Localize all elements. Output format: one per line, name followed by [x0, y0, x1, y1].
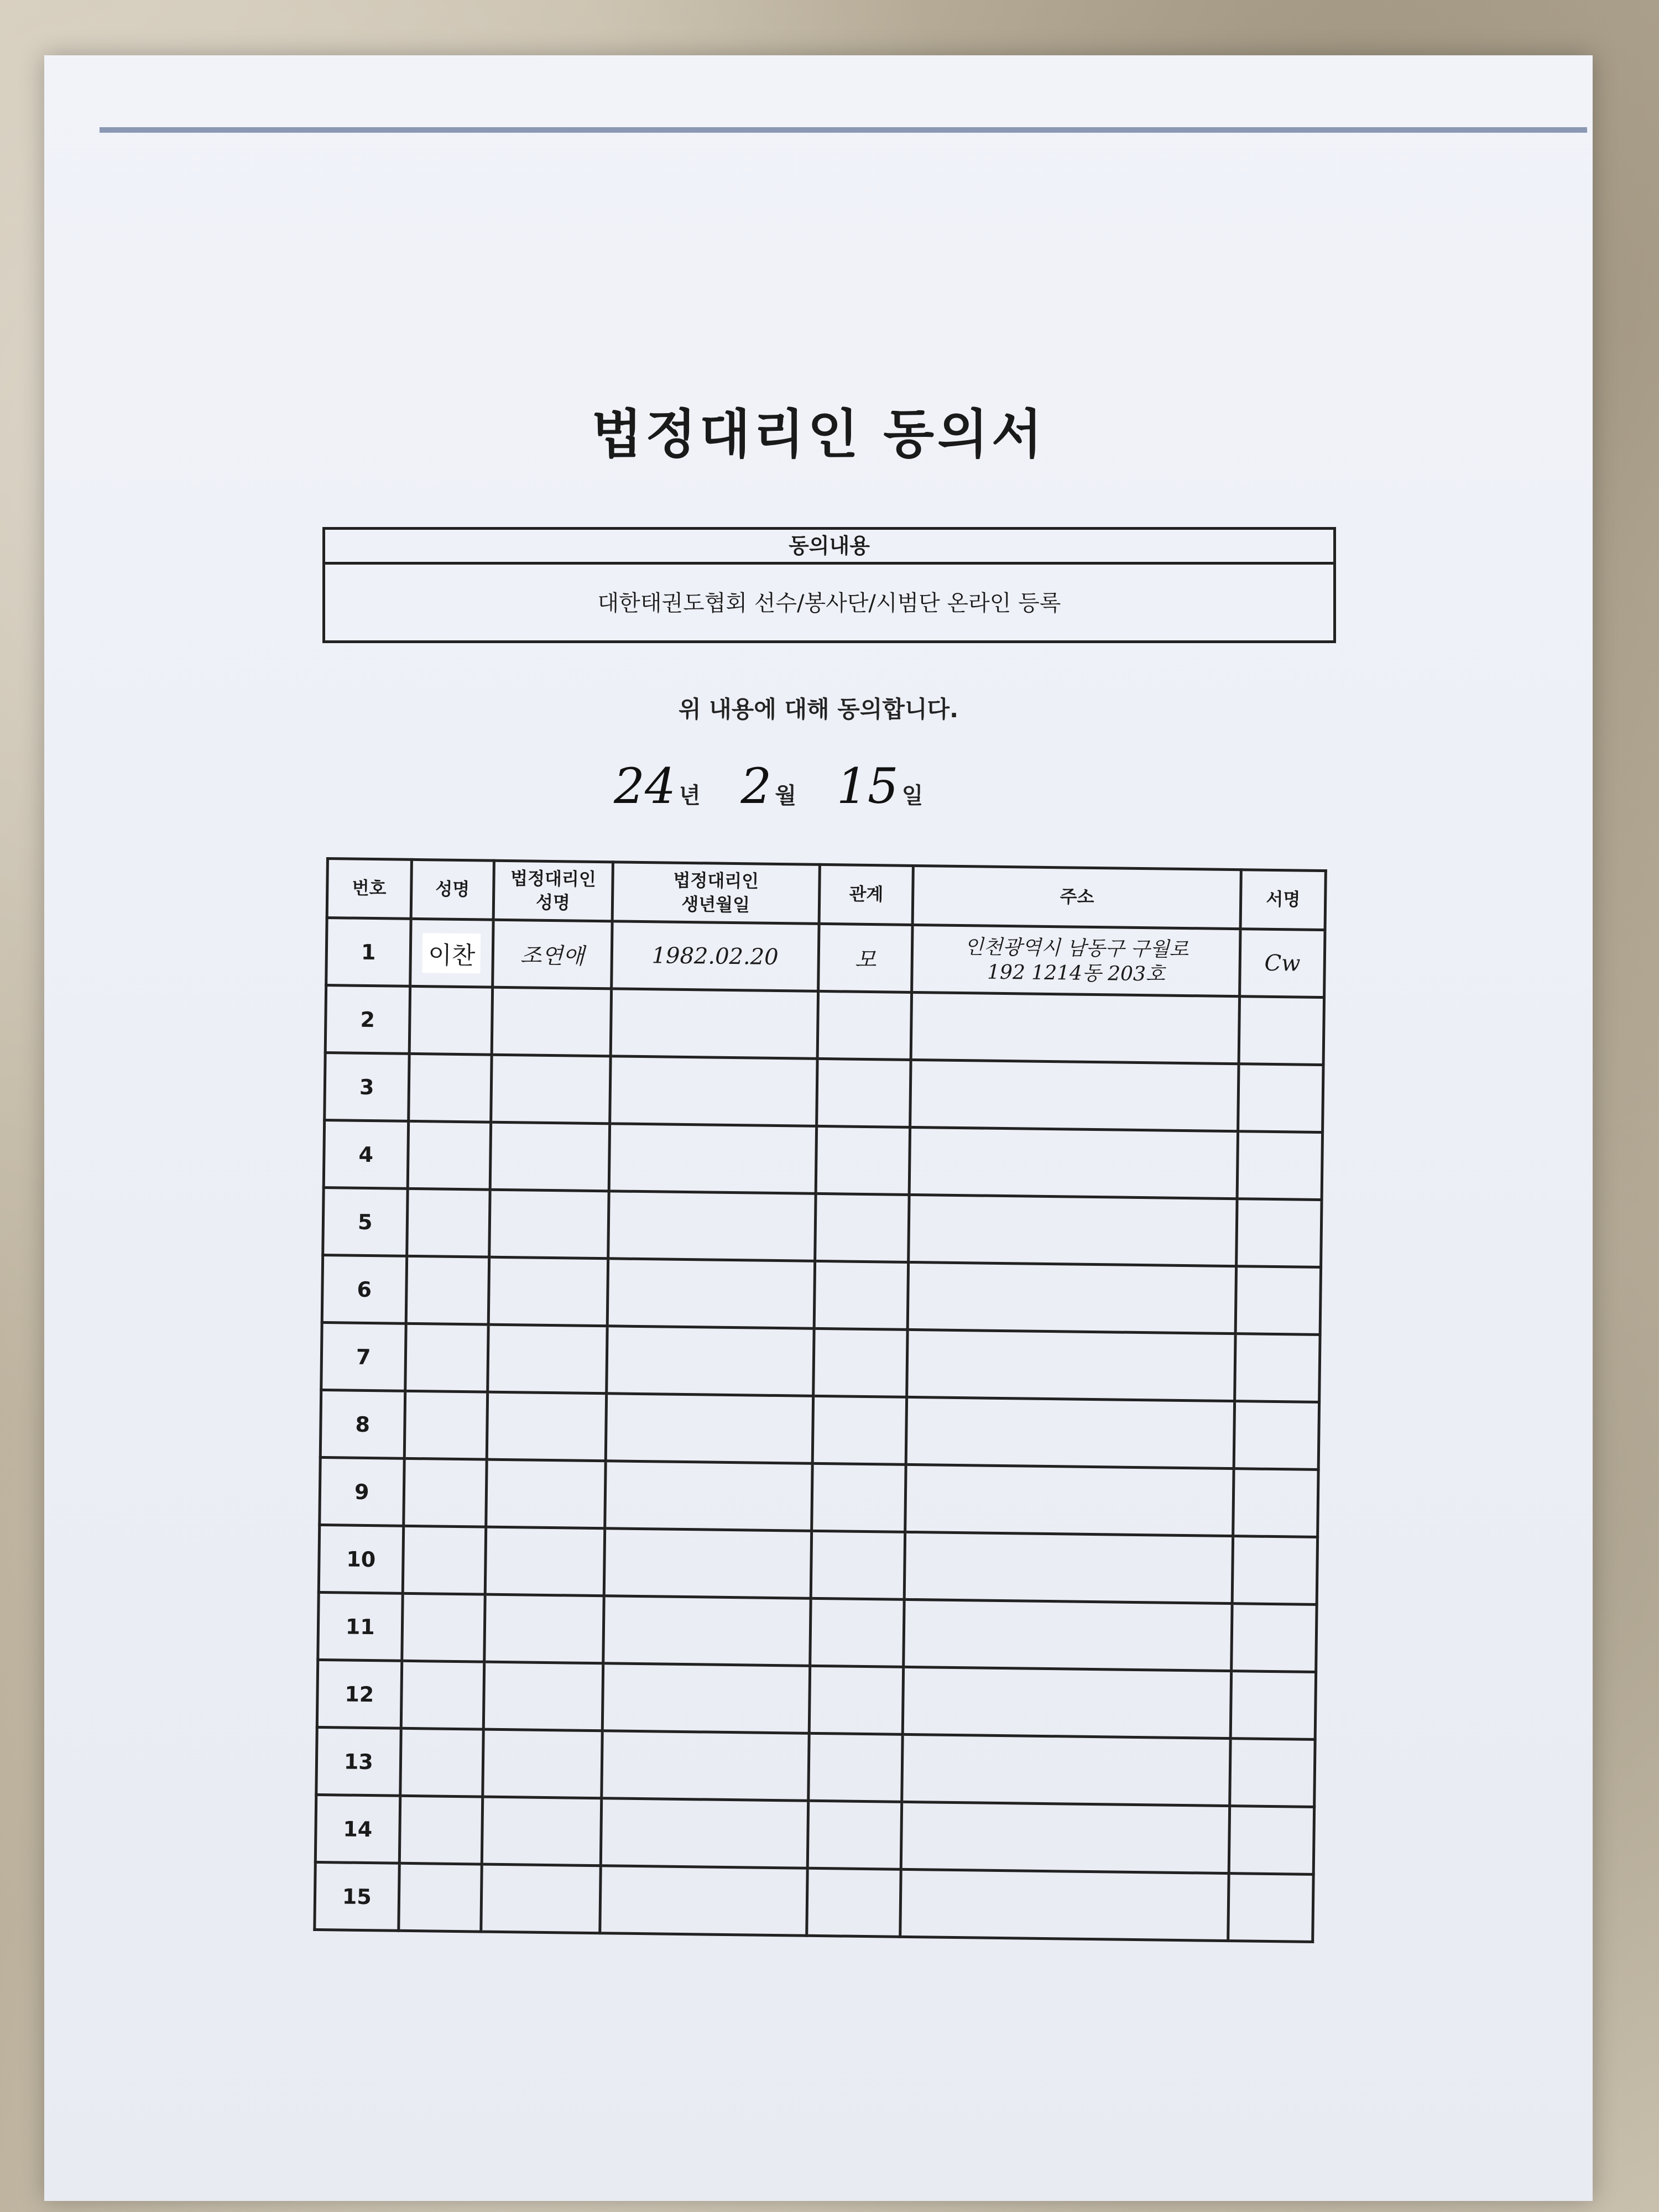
table-row — [325, 1053, 1323, 1133]
empty-cell — [1234, 1401, 1319, 1470]
empty-cell — [486, 1459, 606, 1528]
table-row — [319, 1525, 1317, 1604]
empty-cell — [910, 1127, 1238, 1198]
table-row — [322, 1255, 1321, 1334]
address-line-2: 192 1214동 203호 — [987, 961, 1165, 986]
empty-cell — [489, 1190, 609, 1259]
date-day-label: 일 — [901, 783, 924, 808]
empty-cell — [488, 1257, 608, 1326]
table-row — [326, 918, 1325, 998]
empty-cell — [481, 1864, 601, 1933]
consent-content-body: 대한태권도협회 선수/봉사단/시범단 온라인 등록 — [597, 591, 1061, 616]
empty-cell — [398, 1863, 482, 1932]
empty-cell — [601, 1731, 809, 1801]
table-row — [325, 985, 1324, 1065]
guardian-roster-table — [313, 857, 1327, 1943]
empty-cell — [815, 1193, 910, 1262]
empty-cell — [403, 1526, 486, 1594]
col-header-guardian-name: 법정대리인 성명 — [493, 860, 613, 921]
student-name: 이찬 — [422, 933, 481, 973]
empty-cell — [406, 1256, 489, 1324]
row-number: 7 — [321, 1322, 406, 1391]
guardian-birth: 1982.02.20 — [611, 921, 819, 992]
row-number: 2 — [325, 985, 410, 1054]
empty-cell — [484, 1662, 603, 1731]
row-number: 8 — [320, 1390, 405, 1458]
table-row — [320, 1390, 1319, 1469]
page-title: 법정대리인 동의서 — [591, 404, 1046, 465]
empty-cell — [813, 1328, 908, 1397]
guardian-name: 조연애 — [493, 920, 612, 989]
empty-cell — [900, 1869, 1229, 1940]
col-header-guardian-birth: 법정대리인 생년월일 — [612, 862, 820, 924]
empty-cell — [1239, 997, 1324, 1065]
row-number: 13 — [316, 1727, 401, 1796]
row-number: 3 — [325, 1053, 409, 1121]
empty-cell — [601, 1798, 808, 1869]
empty-cell — [1228, 1874, 1313, 1942]
empty-cell — [807, 1801, 902, 1869]
empty-cell — [408, 1121, 491, 1190]
empty-cell — [602, 1663, 810, 1734]
empty-cell — [483, 1729, 602, 1798]
empty-cell — [812, 1463, 906, 1532]
empty-cell — [405, 1323, 488, 1392]
row-number: 14 — [315, 1794, 400, 1863]
empty-cell — [404, 1391, 488, 1459]
empty-cell — [1229, 1806, 1314, 1875]
row-number: 15 — [315, 1862, 399, 1931]
empty-cell — [909, 1194, 1237, 1266]
empty-cell — [911, 992, 1240, 1063]
row-number: 1 — [326, 918, 411, 987]
agree-statement: 위 내용에 대해 동의합니다. — [678, 696, 959, 723]
empty-cell — [902, 1734, 1230, 1806]
empty-cell — [1232, 1536, 1317, 1605]
row-number: 6 — [322, 1255, 406, 1323]
empty-cell — [487, 1392, 606, 1461]
date-line — [614, 758, 956, 815]
col-header-address: 주소 — [913, 865, 1241, 928]
empty-cell — [1237, 1199, 1322, 1267]
empty-cell — [816, 1126, 910, 1194]
empty-cell — [607, 1259, 815, 1329]
table-row — [315, 1794, 1314, 1874]
student-name-cell — [410, 919, 493, 987]
empty-cell — [603, 1596, 811, 1666]
consent-content-header: 동의내용 — [325, 530, 1333, 565]
table-row — [318, 1592, 1317, 1672]
table-row — [315, 1862, 1313, 1942]
date-month-label: 월 — [775, 783, 796, 808]
empty-cell — [814, 1261, 909, 1329]
table-row — [317, 1660, 1316, 1739]
date-month: 2 — [740, 758, 772, 815]
empty-cell — [903, 1667, 1232, 1738]
table-row — [323, 1187, 1322, 1267]
consent-form-paper — [44, 55, 1593, 2201]
empty-cell — [609, 1124, 817, 1194]
empty-cell — [488, 1324, 607, 1394]
empty-cell — [905, 1532, 1233, 1603]
row-number: 9 — [320, 1457, 404, 1526]
empty-cell — [812, 1396, 907, 1464]
empty-cell — [403, 1458, 487, 1527]
empty-cell — [482, 1797, 602, 1866]
table-row — [321, 1322, 1320, 1402]
empty-cell — [484, 1594, 604, 1663]
empty-cell — [406, 1188, 490, 1257]
empty-cell — [409, 986, 493, 1055]
consent-content-box — [322, 527, 1336, 643]
empty-cell — [1230, 1739, 1315, 1807]
empty-cell — [817, 1058, 911, 1127]
empty-cell — [401, 1661, 484, 1729]
row-number: 12 — [317, 1660, 401, 1728]
empty-cell — [490, 1122, 609, 1191]
empty-cell — [609, 1056, 817, 1126]
empty-cell — [400, 1728, 483, 1797]
empty-cell — [906, 1397, 1235, 1468]
row-number: 5 — [323, 1187, 408, 1256]
empty-cell — [611, 989, 818, 1059]
col-header-number: 번호 — [327, 859, 411, 919]
empty-cell — [905, 1464, 1234, 1536]
empty-cell — [908, 1262, 1237, 1333]
signature: Cw — [1240, 929, 1325, 998]
col-header-name: 성명 — [411, 859, 494, 920]
empty-cell — [810, 1598, 905, 1667]
date-year: 24 — [614, 758, 676, 815]
col-header-signature: 서명 — [1240, 870, 1326, 930]
empty-cell — [606, 1394, 813, 1464]
empty-cell — [1232, 1604, 1317, 1672]
empty-cell — [809, 1666, 904, 1734]
table-row — [320, 1457, 1318, 1537]
empty-cell — [599, 1866, 807, 1936]
empty-cell — [408, 1053, 492, 1122]
empty-cell — [1230, 1671, 1316, 1740]
empty-cell — [808, 1733, 903, 1802]
empty-cell — [907, 1329, 1235, 1401]
address-line-1: 인천광역시 남동구 구월로 — [964, 935, 1189, 961]
empty-cell — [901, 1802, 1230, 1873]
header-rule — [100, 127, 1587, 133]
address-cell — [912, 925, 1240, 996]
empty-cell — [817, 991, 912, 1060]
empty-cell — [604, 1461, 812, 1531]
empty-cell — [1233, 1469, 1318, 1537]
empty-cell — [807, 1868, 901, 1937]
empty-cell — [604, 1528, 812, 1599]
empty-cell — [399, 1796, 483, 1864]
empty-cell — [910, 1060, 1239, 1131]
date-day: 15 — [836, 758, 899, 815]
empty-cell — [606, 1326, 814, 1396]
date-year-label: 년 — [679, 783, 701, 808]
empty-cell — [486, 1527, 605, 1596]
empty-cell — [1238, 1064, 1323, 1133]
empty-cell — [904, 1599, 1232, 1671]
empty-cell — [491, 1055, 611, 1124]
table-row — [324, 1120, 1322, 1199]
col-header-relation: 관계 — [819, 864, 914, 925]
empty-cell — [1235, 1334, 1320, 1402]
table-row — [316, 1727, 1315, 1807]
row-number: 11 — [318, 1592, 403, 1661]
empty-cell — [492, 987, 611, 1056]
row-number: 10 — [319, 1525, 403, 1593]
empty-cell — [1235, 1266, 1321, 1335]
row-number: 4 — [324, 1120, 408, 1188]
relation: 모 — [818, 924, 913, 992]
empty-cell — [811, 1531, 905, 1599]
empty-cell — [401, 1593, 485, 1662]
empty-cell — [1237, 1131, 1322, 1200]
empty-cell — [608, 1191, 816, 1261]
